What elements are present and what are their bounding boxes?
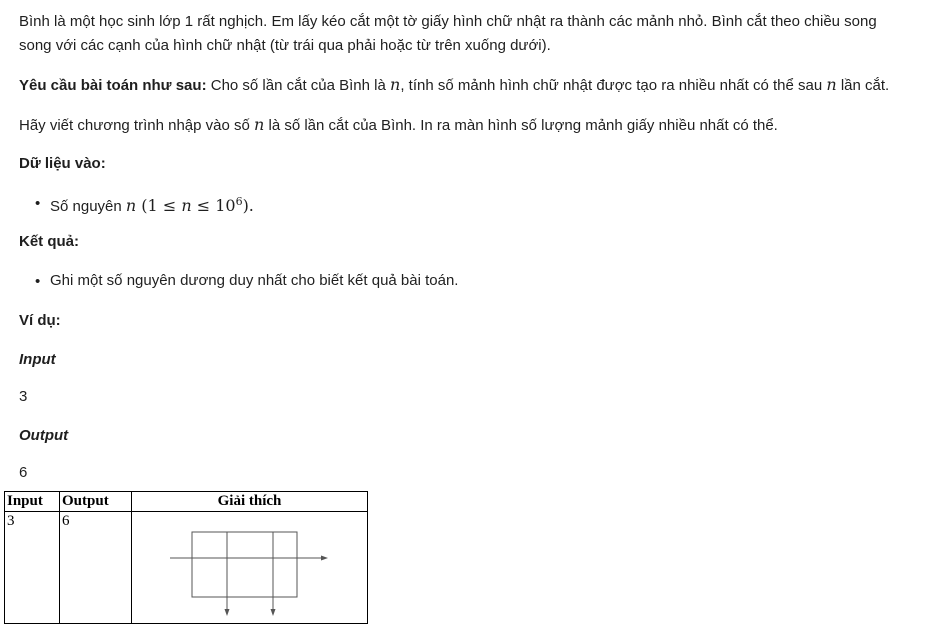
vertical-cut-arrow-2: [271, 609, 276, 616]
output-item: Ghi một số nguyên dương duy nhất cho biết kết quả bài toán.: [50, 272, 459, 289]
var-n: n: [826, 75, 837, 94]
constraint-end: ).: [242, 196, 254, 215]
table-header-input: Input: [5, 492, 60, 512]
cutting-diagram: [132, 512, 367, 618]
var-n: n: [390, 75, 401, 94]
table-header-row: [5, 492, 368, 512]
table-header-output: Output: [60, 492, 132, 512]
bullet: •: [35, 273, 41, 290]
output-heading: Kết quả:: [19, 233, 79, 250]
intro-line-2: song với các cạnh của hình chữ nhật (từ trái qua phải hoặc từ trên xuống dưới).: [19, 37, 551, 54]
program-text-b: là số lần cắt của Bình. In ra màn hình số lượng mảnh giấy nhiều nhất có thể.: [264, 117, 778, 134]
program-paragraph: [19, 114, 778, 136]
input-item: [50, 191, 254, 217]
constraint-open: (1 ≤: [136, 196, 182, 215]
paper-rectangle: [192, 532, 297, 597]
example-input-value: 3: [19, 388, 28, 405]
example-output-value: 6: [19, 464, 28, 481]
table-cell-output: 6: [60, 512, 132, 624]
input-item-text: Số nguyên: [50, 198, 126, 215]
table-cell-explanation: [132, 512, 368, 624]
table-cell-input: 3: [5, 512, 60, 624]
example-input-label: Input: [19, 351, 56, 368]
exponent: 6: [235, 195, 243, 208]
requirement-text-a: Cho số lần cắt của Bình là: [206, 77, 391, 94]
table-header-explanation: Giải thích: [132, 492, 368, 512]
requirement-text-b: , tính số mảnh hình chữ nhật được tạo ra nhiều nhất có thể sau: [400, 77, 827, 94]
requirement-label: Yêu cầu bài toán như sau:: [19, 77, 207, 94]
horizontal-cut-arrow: [321, 556, 328, 561]
example-heading: Ví dụ:: [19, 312, 61, 329]
input-heading: Dữ liệu vào:: [19, 155, 106, 172]
constraint-close: ≤ 10: [191, 196, 236, 215]
requirement-text-c: lần cắt.: [836, 77, 890, 94]
program-text-a: Hãy viết chương trình nhập vào số: [19, 117, 255, 134]
requirement-paragraph: [19, 74, 889, 96]
table-row: [5, 512, 368, 624]
var-n: n: [181, 196, 192, 215]
var-n: n: [125, 196, 137, 215]
var-n: n: [254, 115, 265, 134]
bullet: •: [35, 195, 41, 212]
intro-line-1: Bình là một học sinh lớp 1 rất nghịch. Em lấy kéo cắt một tờ giấy hình chữ nhật ra thành các mảnh nhỏ. Bình cắt theo chiều song: [19, 13, 877, 30]
example-table: [4, 491, 368, 624]
example-output-label: Output: [19, 427, 69, 444]
vertical-cut-arrow-1: [225, 609, 230, 616]
